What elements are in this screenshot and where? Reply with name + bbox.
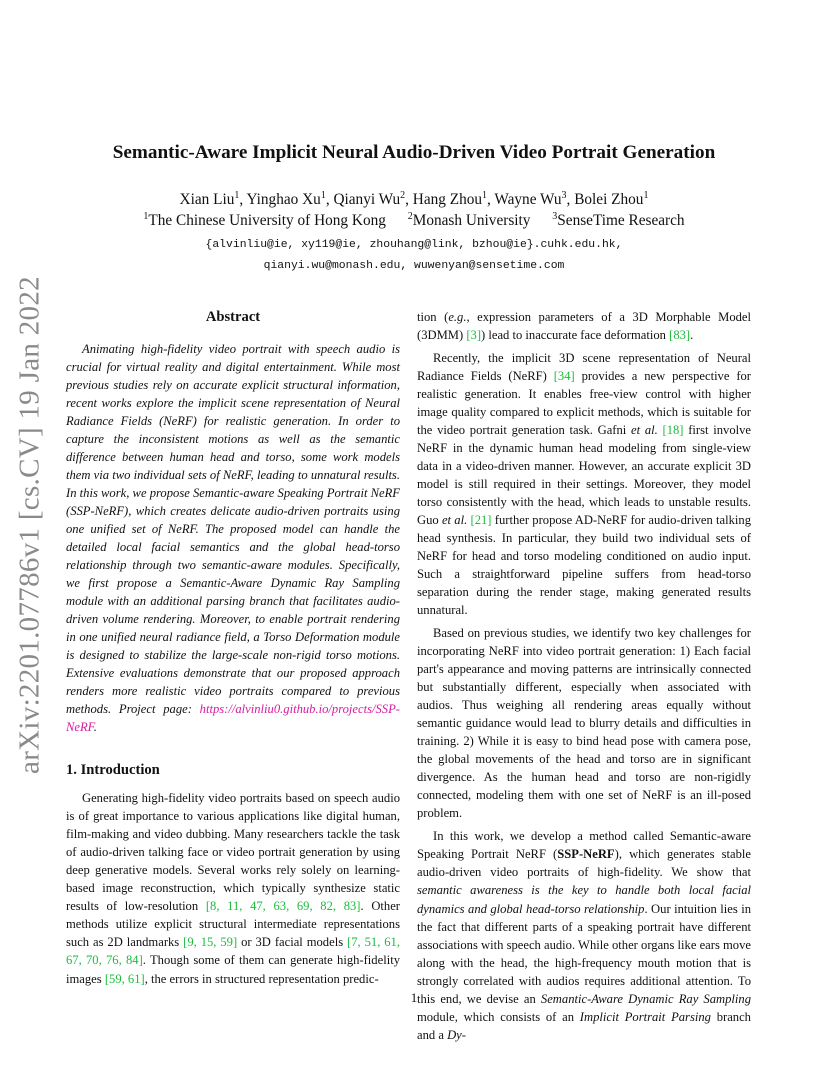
project-page-link[interactable]: https://alvinliu0.github.io/projects/SSP-NeRF (66, 702, 400, 735)
author-block (60, 189, 768, 231)
citation[interactable]: [21] (470, 513, 492, 528)
email-line: {alvinliu@ie, xy119@ie, zhouhang@link, bzhou@ie}.cuhk.edu.hk, (205, 239, 623, 251)
right-column (417, 308, 751, 1044)
nerf-paragraph: Recently, the implicit 3D scene representation of Neural Radiance Fields (NeRF) [34] provides a new perspective for realistic generation. It enables free-view control with higher image quality compared to explicit methods, which is suitable for the video portrait generation task. Gafni et al. [18] first involve NeRF in the dynamic human head modeling from single-view data in a video-driven manner. However, an accurate explicit 3D model is still required in their settings. Moreover, they model torso consistently with the head, which leads to unstable results. Guo et al. [21] further propose AD-NeRF for audio-driven talking head synthesis. In particular, they build two individual sets of NeRF for head and torso modeling conditioned on audio input. Such a straightforward pipeline suffers from head-torso separation during the render stage, making generated results unnatural. (417, 351, 752, 618)
arxiv-identifier: arXiv:2201.07786v1 [cs.CV] 19 Jan 2022 (13, 276, 46, 774)
author-affil-sup: 1 (482, 190, 488, 201)
abstract-heading: Abstract (205, 309, 261, 325)
introduction-heading: 1. Introduction (66, 762, 160, 779)
continued-paragraph: tion (e.g., expression parameters of a 3D Morphable Model (3DMM) [3]) lead to inaccurate face deformation [83]. (417, 310, 751, 343)
author-affil-sup: 1 (234, 190, 240, 201)
method-paragraph: In this work, we develop a method called Semantic-aware Speaking Portrait NeRF (SSP-NeRF), which generates stable audio-driven video portraits of high-fidelity. We show that semantic awareness is the key to handle both local facial dynamics and global head-torso relationship. Our intuition lies in the fact that different parts of a speaking portrait have different associations with speech audio. While other organs like ears move along with the head, the high-frequency mouth motion that is strongly correlated with audios requires additional attention. To this end, we devise an Semantic-Aware Dynamic Ray Sampling module, which consists of an Implicit Portrait Parsing branch and a Dy- (417, 829, 752, 1042)
author-list: Xian Liu$^1$, Yinghao Xu$^1$, Qianyi Wu$^2$, Hang Zhou$^1$, Wayne Wu$^3$, Bolei Zhou$^1$ (179, 190, 649, 208)
author-affil-sup: 1 (320, 190, 326, 201)
citation[interactable]: [18] (662, 423, 684, 438)
affil-sup: 1 (143, 211, 149, 222)
arxiv-sidebar (8, 276, 52, 774)
affiliation: SenseTime Research (557, 212, 685, 229)
citation[interactable]: [7, 51, 61, 67, 70, 76, 84] (66, 935, 401, 968)
affiliation: Monash University (412, 212, 531, 229)
citation[interactable]: [83] (669, 328, 691, 343)
citation[interactable]: [59, 61] (104, 971, 145, 986)
citation[interactable]: [8, 11, 47, 63, 69, 82, 83] (205, 899, 361, 914)
author-name: Bolei Zhou (574, 191, 644, 208)
citation[interactable]: [9, 15, 59] (183, 935, 238, 950)
page-number: 1 (410, 990, 418, 1005)
affiliation-list (60, 210, 768, 231)
author-affil-sup: 2 (400, 190, 406, 201)
affil-sup: 2 (407, 211, 413, 222)
citation[interactable]: [34] (553, 369, 575, 384)
author-affil-sup: 1 (643, 190, 649, 201)
challenges-paragraph: Based on previous studies, we identify two key challenges for incorporating NeRF into video portrait generation: 1) Each facial part's appearance and moving patterns are intrinsically connected but substantially different, especially when associated with audios. Thus weighing all rendering areas equally without semantic guidance would lead to blurry details and difficulties in training. 2) While it is easy to bind head pose with camera pose, the global movements of the head and torso are in significant divergence. As the human head and torso are non-rigidly connected, modeling them with one set of NeRF is an ill-posed problem. (417, 626, 751, 821)
left-column (66, 300, 400, 988)
citation[interactable]: [3] (466, 328, 482, 343)
email-line: qianyi.wu@monash.edu, wuwenyan@sensetime.com (263, 259, 565, 272)
paper-title: Semantic-Aware Implicit Neural Audio-Driven Video Portrait Generation (112, 142, 716, 163)
author-name: Hang Zhou (412, 191, 483, 208)
author-name: Qianyi Wu (333, 191, 401, 208)
intro-paragraph: Generating high-fidelity video portraits based on speech audio is of great importance to various applications like digital human, film-making and video dubbing. Many researchers tackle the task of audio-driven talking face or video portrait generation by using deep generative models. Several works rely solely on learning-based image reconstruction, which typically synthesize static results of low-resolution [8, 11, 47, 63, 69, 82, 83]. Other methods utilize explicit structural intermediate representations such as 2D landmarks [9, 15, 59] or 3D facial models [7, 51, 61, 67, 70, 76, 84]. Though some of them can generate high-fidelity images [59, 61], the errors in structured representation predic- (66, 791, 401, 986)
affil-sup: 3 (552, 211, 558, 222)
author-name: Xian Liu (179, 191, 235, 208)
abstract-text: Animating high-fidelity video portrait with speech audio is crucial for virtual reality and digital entertainment. While most previous studies rely on accurate explicit structural information, recent works explore the implicit scene representation of Neural Radiance Fields (NeRF) for realistic generation. In order to capture the inconsistent motions as well as the semantic difference between human head and torso, some work models them via two individual sets of NeRF, leading to unnatural results. In this work, we propose Semantic-aware Speaking Portrait NeRF (SSP-NeRF), which creates delicate audio-driven portraits using one unified set of NeRF. The proposed model can handle the detailed local facial semantics and the global head-torso relationship through two semantic-aware modules. Specifically, we first propose a Semantic-Aware Dynamic Ray Sampling module with an additional parsing branch that facilitates audio-driven volume rendering. Moreover, to enable portrait rendering in one unified neural radiance field, a Torso Deformation module is designed to stabilize the large-scale non-rigid torso motions. Extensive evaluations demonstrate that our proposed approach renders more realistic video portraits compared to previous methods. Project page: https://alvinliu0.github.io/projects/SSP-NeRF. (66, 342, 400, 735)
affiliation: The Chinese University of Hong Kong (148, 212, 386, 229)
author-name: Wayne Wu (494, 191, 562, 208)
author-affil-sup: 3 (561, 190, 567, 201)
email-block (60, 235, 768, 276)
author-name: Yinghao Xu (246, 191, 321, 208)
